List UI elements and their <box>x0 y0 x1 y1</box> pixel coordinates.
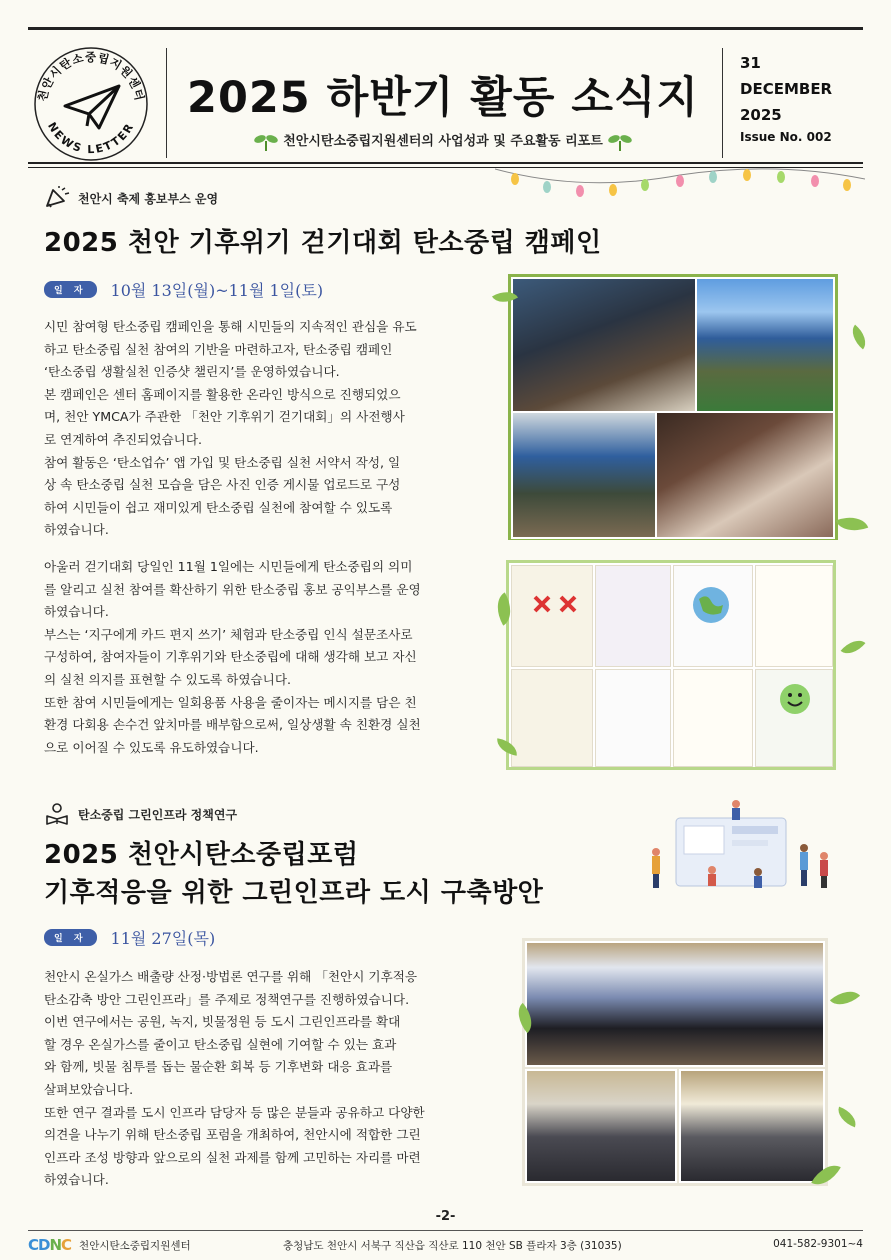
date-value: 11월 27일(목) <box>110 929 216 948</box>
megaphone-icon <box>44 186 70 210</box>
event-date <box>44 278 323 301</box>
issue-year: 2025 <box>740 106 782 124</box>
string-lights-decoration <box>495 165 865 205</box>
sprout-icon <box>253 133 279 151</box>
divider <box>166 48 167 158</box>
leaf-decoration <box>846 325 872 350</box>
headline-line: 기후적응을 위한 그린인프라 도시 구축방안 <box>44 878 544 908</box>
card-letter <box>595 565 671 667</box>
campaign-photo <box>695 277 835 413</box>
people-collaboration-illustration <box>636 798 836 894</box>
section-tag-label: 천안시 축제 홍보부스 운영 <box>78 191 219 206</box>
divider <box>722 48 723 158</box>
newsletter-seal-logo <box>30 42 152 164</box>
cross-mark-icon <box>531 591 581 631</box>
campaign-photo <box>655 411 835 539</box>
issue-month: DECEMBER <box>740 80 833 98</box>
svg-text:NEWS LETTER: NEWS LETTER <box>45 120 137 157</box>
campaign-photo <box>511 277 697 413</box>
svg-text:천안시탄소중립지원센터: 천안시탄소중립지원센터 <box>35 50 147 103</box>
footer <box>28 1236 863 1254</box>
top-rule <box>28 27 863 30</box>
forum-session-photo <box>525 1069 677 1183</box>
leaf-decoration <box>834 1107 859 1128</box>
sprout-icon <box>607 133 633 151</box>
forum-group-photo <box>525 941 825 1067</box>
issue-info <box>740 50 832 144</box>
date-label: 일 자 <box>44 929 97 946</box>
date-value: 10월 13일(월)~11월 1일(토) <box>110 281 324 300</box>
card-letter <box>511 669 593 767</box>
card-letter <box>673 669 753 767</box>
section-tag <box>44 186 218 210</box>
forum-session-photo <box>679 1069 825 1183</box>
issue-number: Issue No. 002 <box>740 130 832 144</box>
card-letters-collage <box>506 560 836 770</box>
page-number: -2- <box>435 1209 456 1224</box>
footer-org-name: 천안시탄소중립지원센터 <box>79 1239 191 1252</box>
footer-logo: CDNC <box>28 1236 72 1254</box>
leaf-decoration <box>836 511 868 537</box>
section-headline <box>44 836 543 912</box>
section-body <box>44 556 464 759</box>
footer-address: 충청남도 천안시 서북구 직산읍 직산로 110 천안 SB 플라자 3층 (31035) <box>283 1240 622 1252</box>
subtitle-text: 천안시탄소중립지원센터의 사업성과 및 주요활동 리포트 <box>283 134 603 149</box>
earth-icon <box>689 583 733 627</box>
body-paragraph: 아울러 걷기대회 당일인 11월 1일에는 시민들에게 탄소중립의 의미 를 알리고 실천 참여를 확산하기 위한 탄소중립 홍보 공익부스를 운영 하였습니다. 부스는 ‘지구에게 카드 편지 쓰기’ 체험과 탄소중립 인식 설문조사로 구성하여, 참여자들이 기후위기와 탄소중립에 대해 생각해 보고 자신 의 실천 의지를 표현할 수 있도록 하였습니다. 또한 참여 시민들에게는 일회용품 사용을 줄이자는 메시지를 담은 친 환경 다회용 손수건 앞치마를 배부함으로써, 일상생활 속 친환경 실천 으로 이어질 수 있도록 유도하였습니다. <box>44 559 421 755</box>
forum-photo-collage <box>522 938 828 1186</box>
footer-rule <box>28 1230 863 1231</box>
section-tag-label: 탄소중립 그린인프라 정책연구 <box>78 807 238 822</box>
date-label: 일 자 <box>44 281 97 298</box>
paper-plane-icon <box>65 86 119 128</box>
reading-person-icon <box>44 802 70 826</box>
issue-day: 31 <box>740 54 761 72</box>
newsletter-subtitle <box>178 130 708 151</box>
footer-org <box>28 1236 191 1254</box>
section-body <box>44 966 464 1192</box>
card-letter <box>595 669 671 767</box>
campaign-photo <box>511 411 657 539</box>
newsletter-title: 2025 하반기 활동 소식지 <box>187 73 699 123</box>
section-body <box>44 316 464 542</box>
headline-line: 2025 천안시탄소중립포럼 <box>44 840 359 870</box>
footer-phone: 041-582-9301~4 <box>773 1238 863 1250</box>
card-letter <box>755 565 833 667</box>
leaf-decoration <box>841 634 866 660</box>
body-paragraph: 시민 참여형 탄소중립 캠페인을 통해 시민들의 지속적인 관심을 유도 하고 탄소중립 실천 참여의 기반을 마련하고자, 탄소중립 캠페인 ‘탄소중립 생활실천 인증샷 챌린지’를 운영하였습니다. 본 캠페인은 센터 홈페이지를 활용한 온라인 방식으로 진행되었으 며, 천안 YMCA가 주관한 「천안 기후위기 걷기대회」의 사전행사 로 연계하여 추진되었습니다. 참여 활동은 ‘탄소업슈’ 앱 가입 및 탄소중립 실천 서약서 작성, 일 상 속 탄소중립 실천 모습을 담은 사진 인증 게시물 업로드로 구성 하여 시민들이 쉽고 재미있게 탄소중립 실천에 참여할 수 있도록 하였습니다. <box>44 319 417 538</box>
event-date <box>44 926 215 949</box>
masthead <box>28 34 863 158</box>
section-tag <box>44 802 237 826</box>
photo-collage <box>508 274 838 540</box>
body-paragraph: 천안시 온실가스 배출량 산정·방법론 연구를 위해 「천안시 기후적응 탄소감축 방안 그린인프라」를 주제로 정책연구를 진행하였습니다. 이번 연구에서는 공원, 녹지, 빗물정원 등 도시 그린인프라를 확대 할 경우 온실가스를 줄이고 탄소중립 실현에 기여할 수 있는 효과 와 함께, 빗물 침투를 돕는 물순환 회복 등 기후변화 대응 효과를 살펴보았습니다. 또한 연구 결과를 도시 인프라 담당자 등 많은 분들과 공유하고 다양한 의견을 나누기 위해 탄소중립 포럼을 개최하여, 천안시에 적합한 그린 인프라 조성 방향과 앞으로의 실천 과제를 함께 고민하는 자리를 마련 하였습니다. <box>44 969 425 1188</box>
section-headline: 2025 천안 기후위기 걷기대회 탄소중립 캠페인 <box>44 228 602 258</box>
masthead-rule <box>28 162 863 164</box>
smiley-icon <box>777 681 813 717</box>
leaf-decoration <box>830 984 860 1013</box>
